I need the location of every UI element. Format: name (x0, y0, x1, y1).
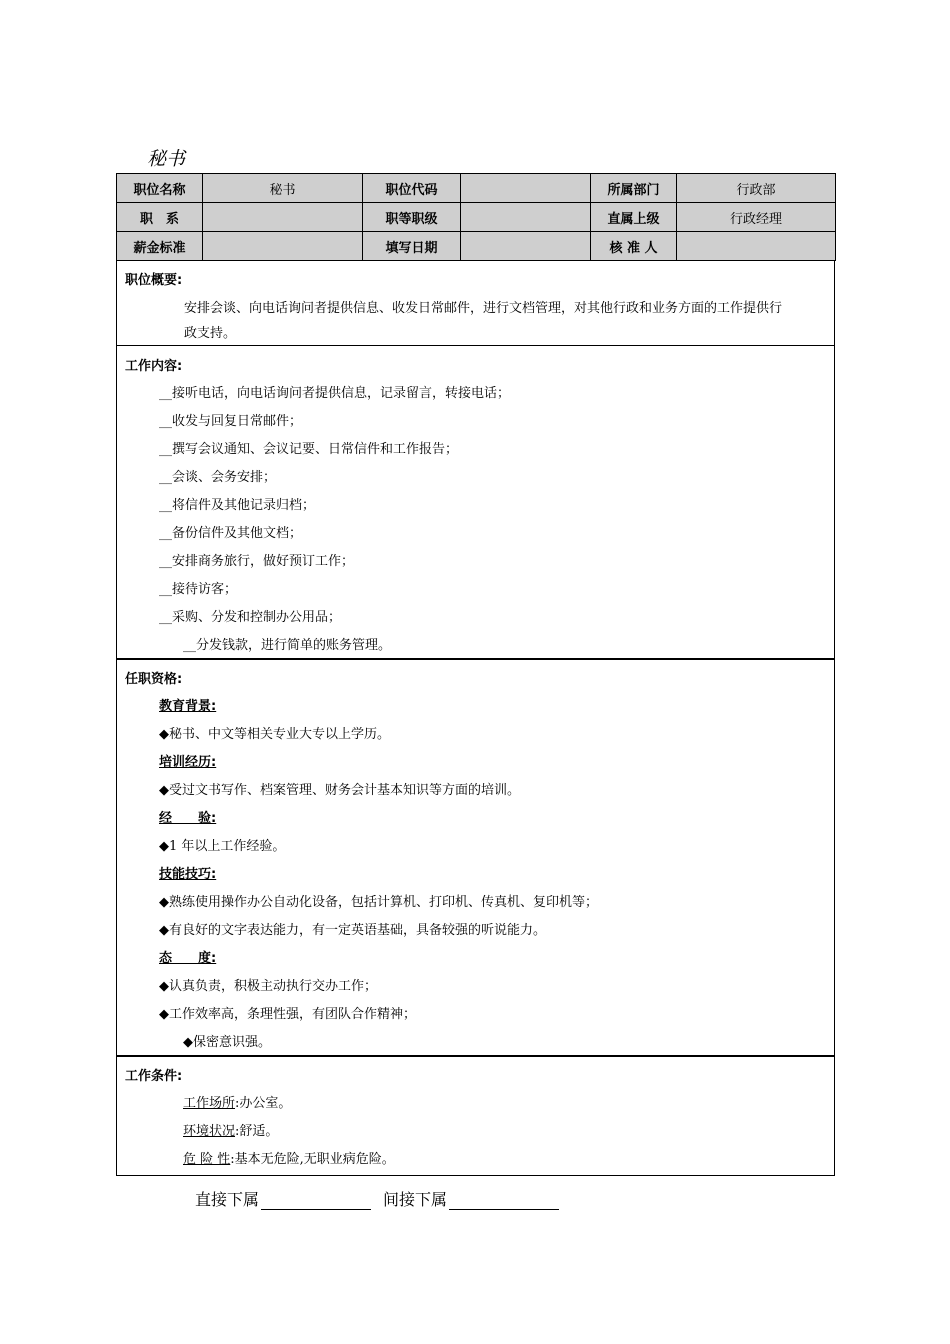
duty-item: __备份信件及其他文档； (159, 526, 303, 541)
education-text: ◆秘书、中文等相关专业大专以上学历。 (159, 727, 390, 742)
header-table (116, 173, 836, 261)
header-label: 核 准 人 (591, 232, 677, 261)
indirect-subordinates-blank[interactable] (449, 1193, 559, 1210)
header-label: 职 系 (117, 203, 203, 232)
condition-value: :舒适。 (235, 1124, 279, 1139)
duties-section (116, 345, 835, 660)
header-value: 秘书 (203, 174, 363, 203)
section-title: 工作内容: (125, 359, 183, 374)
skills-label: 技能技巧: (159, 867, 217, 882)
header-label: 所属部门 (591, 174, 677, 203)
header-label: 填写日期 (363, 232, 461, 261)
education-label: 教育背景: (159, 699, 217, 714)
header-label: 职位代码 (363, 174, 461, 203)
header-label: 直属上级 (591, 203, 677, 232)
duty-item: __撰写会议通知、会议记要、日常信件和工作报告； (159, 442, 459, 457)
attitude-text: ◆保密意识强。 (183, 1035, 271, 1050)
summary-text: 政支持。 (184, 326, 237, 341)
condition-value: :办公室。 (235, 1096, 292, 1111)
section-title: 职位概要: (125, 273, 183, 288)
condition-row (183, 1148, 395, 1167)
duty-item: __接听电话，向电话询问者提供信息，记录留言，转接电话； (159, 386, 511, 401)
header-value (203, 203, 363, 232)
duty-item: __采购、分发和控制办公用品； (159, 610, 342, 625)
section-title: 工作条件: (125, 1069, 183, 1084)
header-row (117, 232, 836, 261)
direct-subordinates-label: 直接下属 (195, 1190, 260, 1209)
training-text: ◆受过文书写作、档案管理、财务会计基本知识等方面的培训。 (159, 783, 520, 798)
direct-subordinates-blank[interactable] (261, 1193, 371, 1210)
header-value (461, 232, 591, 261)
skills-text: ◆有良好的文字表达能力，有一定英语基础，具备较强的听说能力。 (159, 923, 546, 938)
experience-text: ◆1 年以上工作经验。 (159, 839, 286, 854)
direct-subordinates (195, 1187, 371, 1210)
condition-label: 危 险 性 (183, 1152, 231, 1167)
header-label: 职位名称 (117, 174, 203, 203)
header-row (117, 174, 836, 203)
header-label: 职等职级 (363, 203, 461, 232)
condition-label: 环境状况 (183, 1124, 236, 1139)
summary-section (116, 260, 835, 346)
header-value (461, 174, 591, 203)
experience-label: 经 验: (159, 811, 217, 826)
skills-text: ◆熟练使用操作办公自动化设备，包括计算机、打印机、传真机、复印机等； (159, 895, 598, 910)
qualifications-section (116, 658, 835, 1057)
condition-value: :基本无危险,无职业病危险。 (230, 1152, 395, 1167)
condition-row (183, 1120, 278, 1139)
header-value (677, 232, 836, 261)
attitude-text: ◆工作效率高，条理性强，有团队合作精神； (159, 1007, 416, 1022)
training-label: 培训经历: (159, 755, 217, 770)
attitude-label: 态 度: (159, 951, 217, 966)
condition-row (183, 1092, 291, 1111)
duty-item: __收发与回复日常邮件； (159, 414, 303, 429)
header-value (203, 232, 363, 261)
document-title: 秘书 (147, 148, 186, 170)
duty-item: __将信件及其他记录归档； (159, 498, 316, 513)
indirect-subordinates-label: 间接下属 (383, 1190, 448, 1209)
condition-label: 工作场所 (183, 1096, 236, 1111)
duty-item: __接待访客； (159, 582, 238, 597)
duty-item: __分发钱款，进行简单的账务管理。 (183, 638, 392, 653)
header-label: 薪金标准 (117, 232, 203, 261)
header-value: 行政部 (677, 174, 836, 203)
duty-item: __会谈、会务安排； (159, 470, 277, 485)
header-value (461, 203, 591, 232)
attitude-text: ◆认真负责，积极主动执行交办工作； (159, 979, 377, 994)
header-value: 行政经理 (677, 203, 836, 232)
header-row (117, 203, 836, 232)
section-title: 任职资格: (125, 672, 183, 687)
duty-item: __安排商务旅行，做好预订工作； (159, 554, 355, 569)
indirect-subordinates (383, 1187, 559, 1210)
conditions-section (116, 1055, 835, 1176)
summary-text: 安排会谈、向电话询问者提供信息、收发日常邮件，进行文档管理，对其他行政和业务方面的工作提供行 (184, 301, 783, 316)
